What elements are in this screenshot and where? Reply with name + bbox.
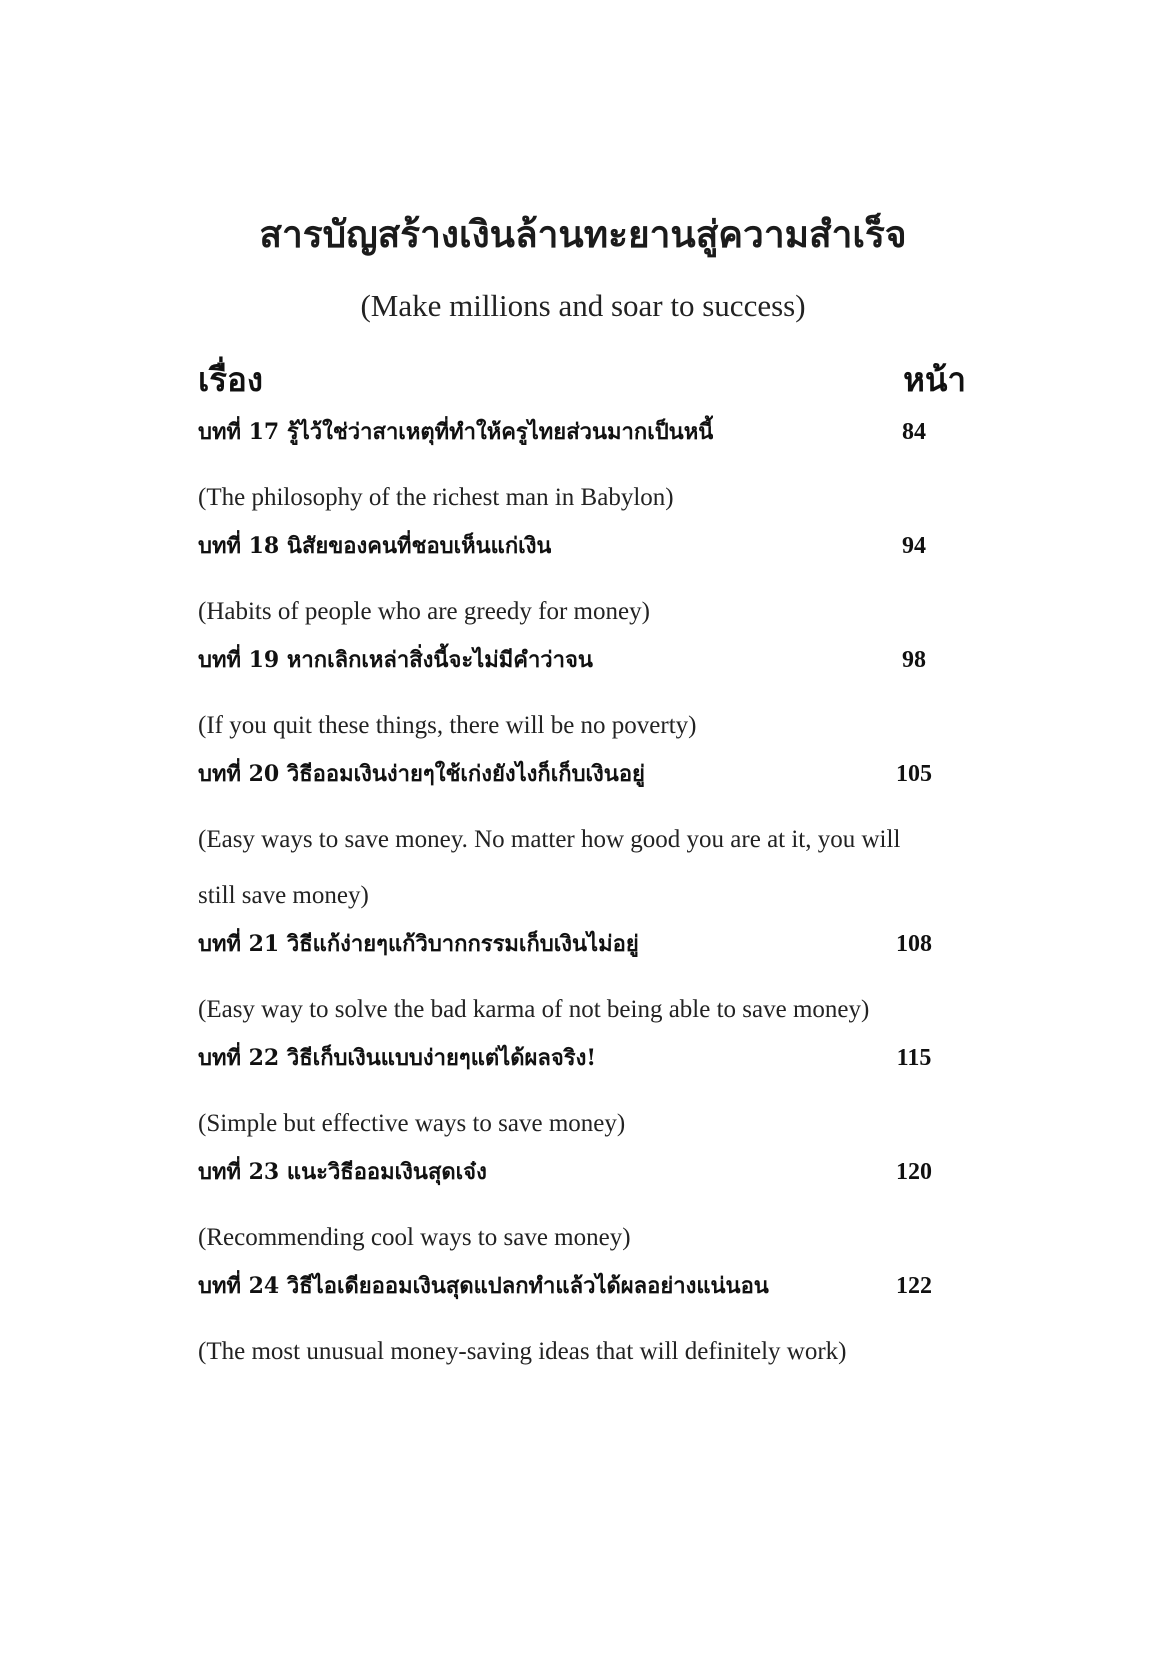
toc-row bbox=[198, 1268, 950, 1324]
english-translation: (Easy way to solve the bad karma of not being able to save money) bbox=[198, 996, 870, 1023]
document-title: สารบัญสร้างเงินล้านทะยานสู่ความสำเร็จ bbox=[259, 212, 907, 256]
toc-row bbox=[198, 528, 950, 584]
english-translation: (Easy ways to save money. No matter how good you are at it, you will still save money) bbox=[198, 826, 901, 909]
chapter-title: บทที่ 22 วิธีเก็บเงินแบบง่ายๆแต่ได้ผลจริง! bbox=[198, 1045, 596, 1071]
english-translation: (The philosophy of the richest man in Babylon) bbox=[198, 484, 674, 511]
toc-entry-17 bbox=[198, 414, 950, 526]
toc-entry-20 bbox=[198, 756, 950, 924]
page-column-header: หน้า bbox=[903, 360, 966, 399]
english-translation: (If you quit these things, there will be no poverty) bbox=[198, 712, 697, 739]
chapter-title: บทที่ 23 แนะวิธีออมเงินสุดเจ๋ง bbox=[198, 1159, 487, 1185]
table-of-contents bbox=[198, 414, 950, 1382]
page-number: 94 bbox=[902, 533, 926, 559]
toc-row bbox=[198, 1040, 950, 1096]
page-number: 108 bbox=[896, 931, 932, 957]
toc-row bbox=[198, 642, 950, 698]
chapter-title: บทที่ 24 วิธีไอเดียออมเงินสุดแปลกทำแล้วได้ผลอย่างแน่นอน bbox=[198, 1273, 769, 1299]
chapter-title: บทที่ 17 รู้ไว้ใช่ว่าสาเหตุที่ทำให้ครูไทยส่วนมากเป็นหนี้ bbox=[198, 419, 714, 445]
page-number: 115 bbox=[896, 1045, 932, 1071]
toc-entry-18 bbox=[198, 528, 950, 640]
english-translation: (Habits of people who are greedy for money) bbox=[198, 598, 650, 625]
toc-row bbox=[198, 414, 950, 470]
page-number: 105 bbox=[896, 761, 932, 787]
topic-column-header: เรื่อง bbox=[198, 360, 263, 399]
english-translation: (The most unusual money-saving ideas that will definitely work) bbox=[198, 1338, 847, 1365]
chapter-title: บทที่ 19 หากเลิกเหล่าสิ่งนี้จะไม่มีคำว่าจน bbox=[198, 647, 593, 673]
document-subtitle: (Make millions and soar to success) bbox=[360, 288, 806, 323]
page-number: 98 bbox=[902, 647, 926, 673]
chapter-title: บทที่ 20 วิธีออมเงินง่ายๆใช้เก่งยังไงก็เก็บเงินอยู่ bbox=[198, 761, 645, 787]
page-number: 122 bbox=[896, 1273, 932, 1299]
english-translation: (Recommending cool ways to save money) bbox=[198, 1224, 631, 1251]
toc-entry-22 bbox=[198, 1040, 950, 1152]
chapter-title: บทที่ 18 นิสัยของคนที่ชอบเห็นแก่เงิน bbox=[198, 533, 552, 559]
english-translation: (Simple but effective ways to save money) bbox=[198, 1110, 626, 1137]
chapter-title: บทที่ 21 วิธีแก้ง่ายๆแก้วิบากกรรมเก็บเงินไม่อยู่ bbox=[198, 931, 639, 957]
page-number: 120 bbox=[896, 1159, 932, 1185]
toc-entry-23 bbox=[198, 1154, 950, 1266]
toc-row bbox=[198, 926, 950, 982]
toc-row bbox=[198, 756, 950, 812]
toc-entry-24 bbox=[198, 1268, 950, 1380]
toc-row bbox=[198, 1154, 950, 1210]
toc-entry-19 bbox=[198, 642, 950, 754]
page-number: 84 bbox=[902, 419, 926, 445]
toc-entry-21 bbox=[198, 926, 950, 1038]
